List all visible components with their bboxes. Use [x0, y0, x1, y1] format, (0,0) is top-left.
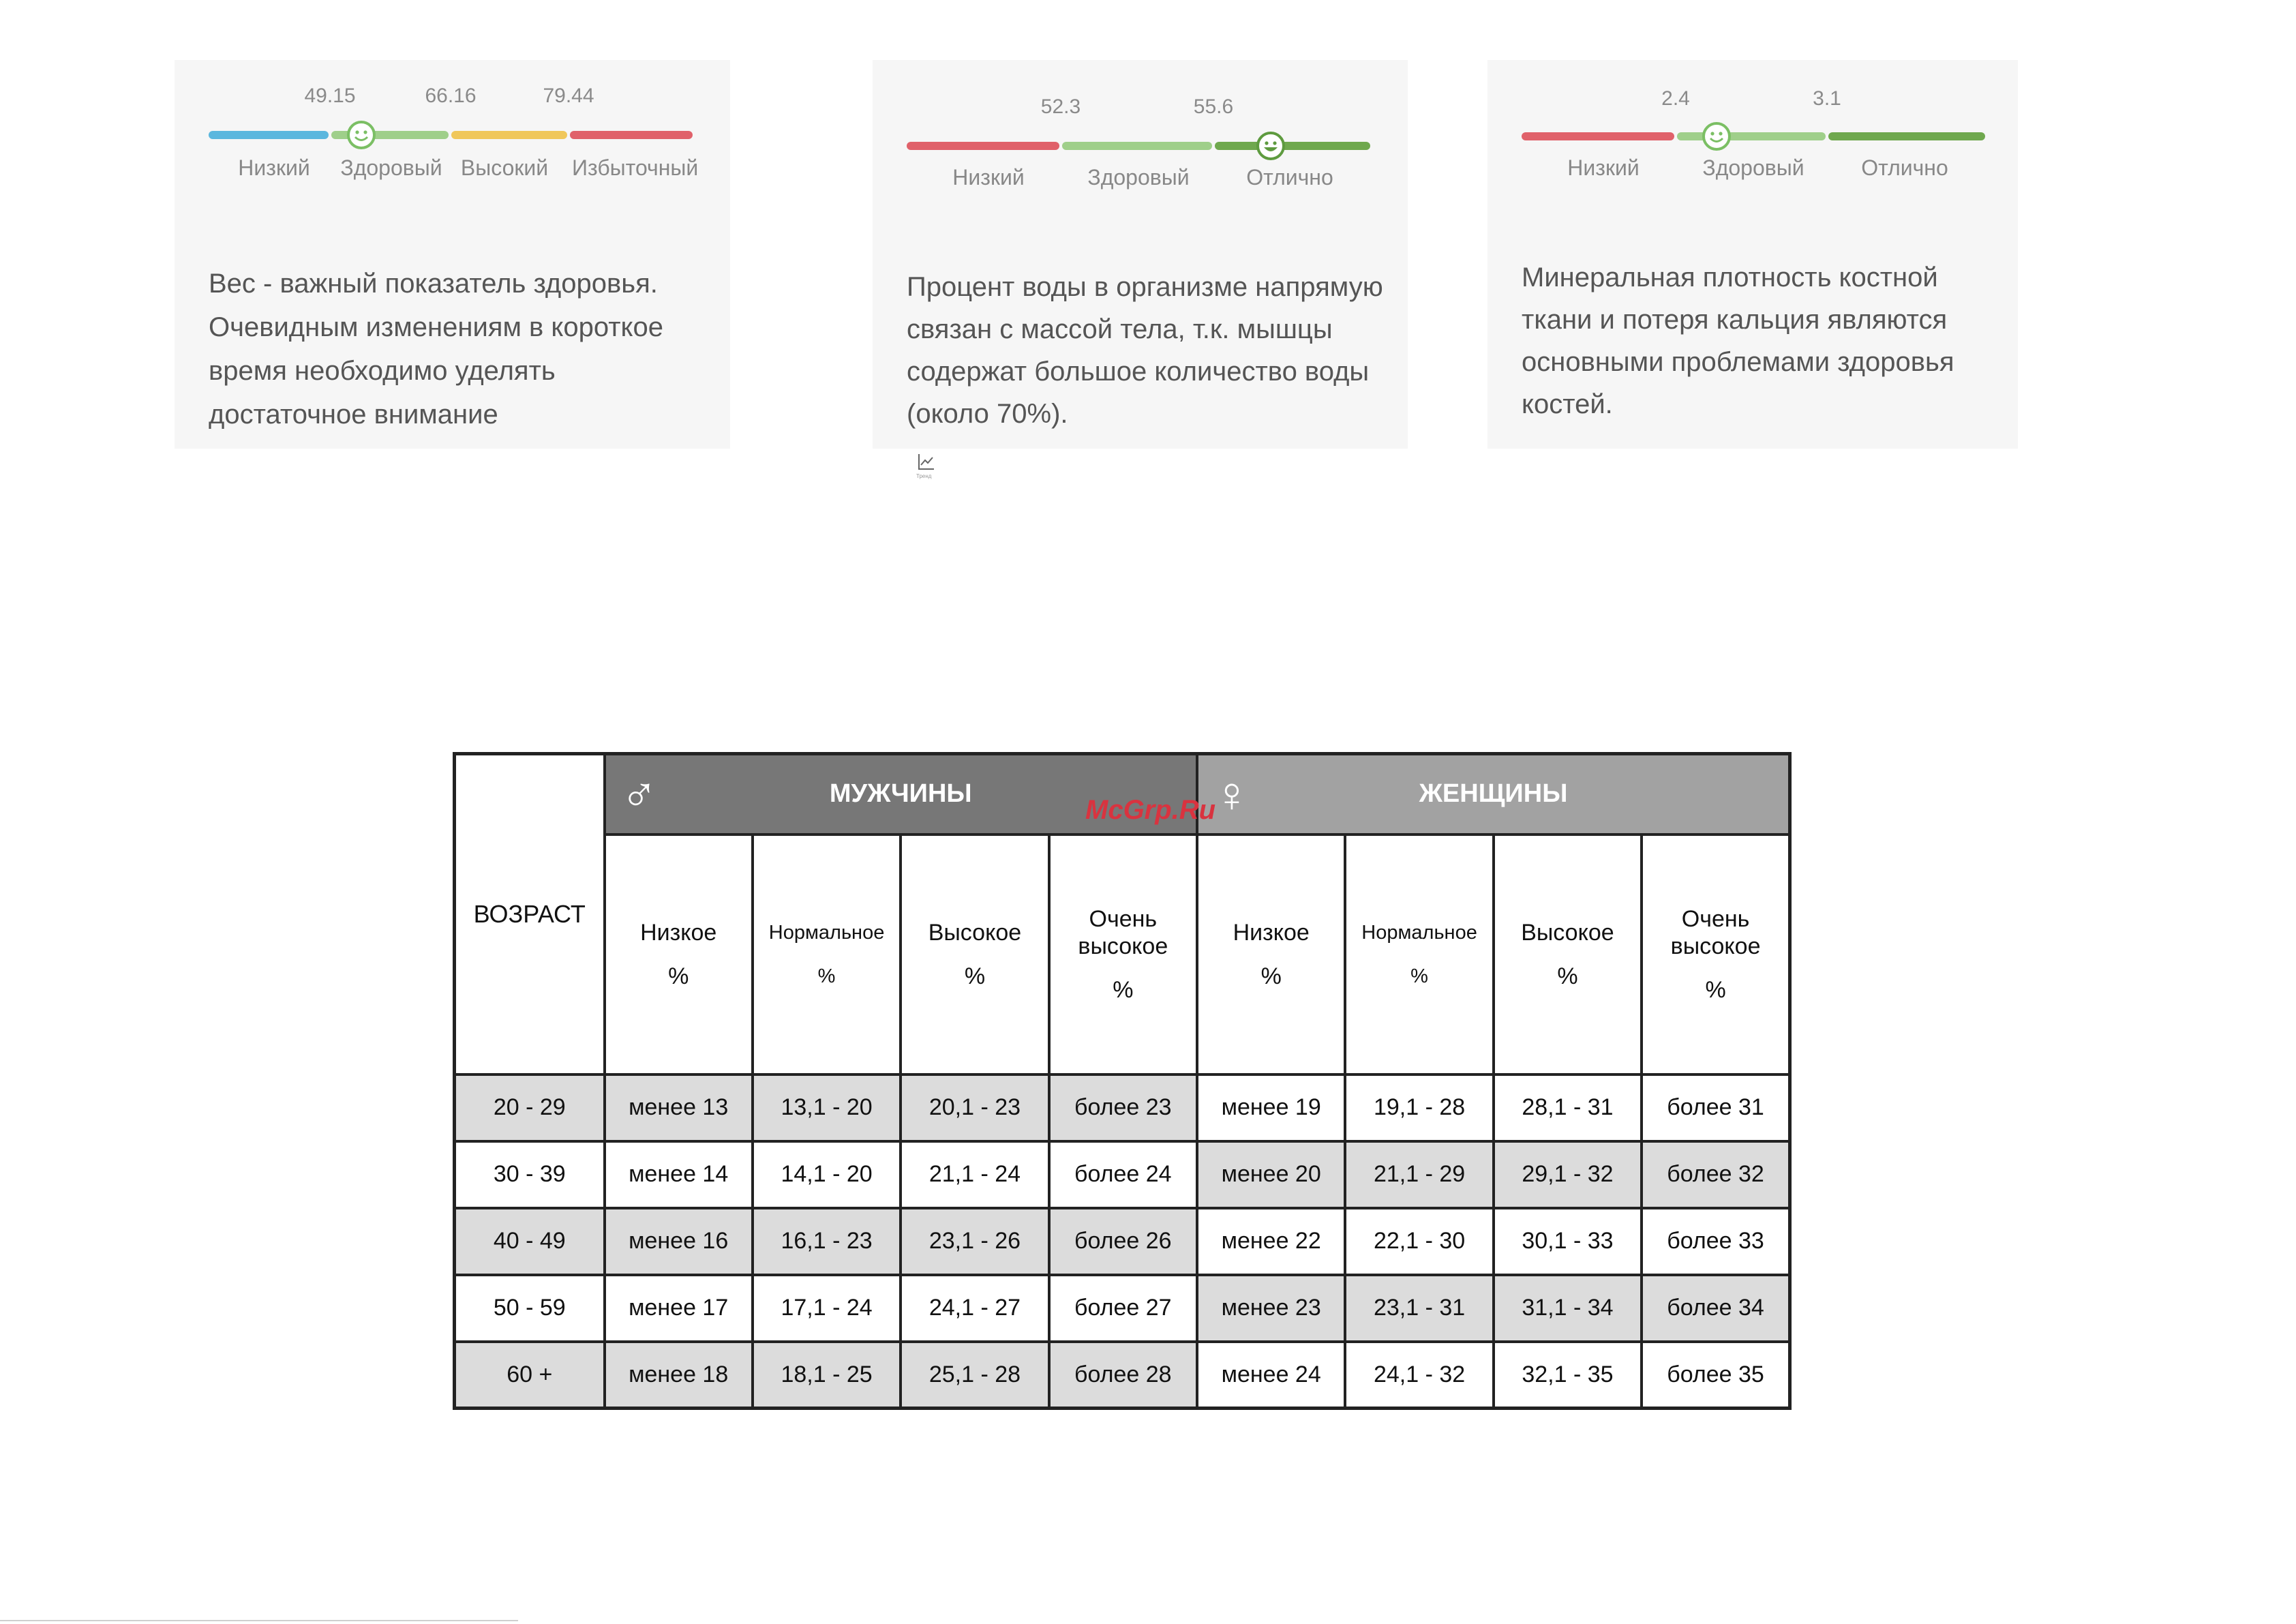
sub-header: Высокое %	[1494, 834, 1642, 1074]
table-row	[455, 1074, 1790, 1141]
smiley-icon	[1702, 121, 1732, 151]
age-cell: 20 - 29	[455, 1074, 605, 1141]
female-symbol-icon: ♀	[1213, 768, 1250, 822]
sub-header: Очень высокое %	[1642, 834, 1789, 1074]
women-value-cell: более 34	[1642, 1275, 1789, 1342]
scale-label: Отлично	[1246, 165, 1333, 190]
scale-label: Высокий	[460, 155, 549, 180]
table-row	[455, 1208, 1790, 1275]
women-header-label: ЖЕНЩИНЫ	[1419, 779, 1568, 809]
threshold-value: 2.4	[1661, 87, 1690, 110]
bone-description: Минеральная плотность костной ткани и потеря кальция являются основными проблемами здоровья костей.	[1522, 262, 1954, 419]
scale-segment-low	[209, 131, 329, 139]
weight-scale	[209, 60, 699, 196]
women-value-cell: менее 19	[1197, 1074, 1345, 1141]
water-description: Процент воды в организме напрямую связан с массой тела, т.к. мышцы содержат большое количество воды (около 70%).	[907, 272, 1383, 429]
sub-header: Низкое %	[1197, 834, 1345, 1074]
men-value-cell: менее 16	[605, 1208, 753, 1275]
women-value-cell: более 31	[1642, 1074, 1789, 1141]
men-value-cell: 14,1 - 20	[753, 1141, 901, 1208]
smiley-icon	[346, 120, 376, 150]
threshold-value: 3.1	[1813, 87, 1841, 110]
men-value-cell: более 26	[1049, 1208, 1197, 1275]
sub-header: Нормальное %	[753, 834, 901, 1074]
women-value-cell: 31,1 - 34	[1494, 1275, 1642, 1342]
scale-segment-low	[1522, 132, 1674, 140]
women-value-cell: менее 20	[1197, 1141, 1345, 1208]
men-value-cell: 23,1 - 26	[901, 1208, 1048, 1275]
men-value-cell: 18,1 - 25	[753, 1342, 901, 1409]
men-value-cell: 20,1 - 23	[901, 1074, 1048, 1141]
women-value-cell: менее 24	[1197, 1342, 1345, 1409]
scale-segment-high	[451, 131, 567, 139]
scale-label: Отлично	[1861, 155, 1948, 180]
scale-label: Низкий	[238, 155, 310, 180]
scale-label: Здоровый	[1087, 165, 1190, 190]
sub-header: Очень высокое %	[1049, 834, 1197, 1074]
women-value-cell: 22,1 - 30	[1345, 1208, 1493, 1275]
sub-header: Нормальное %	[1345, 834, 1493, 1074]
men-value-cell: менее 14	[605, 1141, 753, 1208]
men-value-cell: 16,1 - 23	[753, 1208, 901, 1275]
women-value-cell: 21,1 - 29	[1345, 1141, 1493, 1208]
women-value-cell: 24,1 - 32	[1345, 1342, 1493, 1409]
age-cell: 30 - 39	[455, 1141, 605, 1208]
scale-label: Избыточный	[572, 155, 699, 180]
trend-button[interactable]	[916, 453, 941, 480]
weight-card	[175, 60, 730, 449]
sub-header: Низкое %	[605, 834, 753, 1074]
table-row	[455, 1141, 1790, 1208]
scale-label: Низкий	[1567, 155, 1640, 180]
women-header	[1197, 754, 1790, 834]
men-value-cell: 24,1 - 27	[901, 1275, 1048, 1342]
women-value-cell: 30,1 - 33	[1494, 1208, 1642, 1275]
men-value-cell: менее 13	[605, 1074, 753, 1141]
men-value-cell: менее 18	[605, 1342, 753, 1409]
table-row	[455, 1275, 1790, 1342]
men-value-cell: 17,1 - 24	[753, 1275, 901, 1342]
women-value-cell: 23,1 - 31	[1345, 1275, 1493, 1342]
trend-chart-icon	[916, 453, 935, 472]
age-cell: 40 - 49	[455, 1208, 605, 1275]
threshold-value: 66.16	[425, 85, 477, 107]
water-scale	[907, 60, 1370, 196]
men-header-label: МУЖЧИНЫ	[829, 779, 972, 809]
scale-segment-excess	[570, 131, 693, 139]
men-value-cell: более 28	[1049, 1342, 1197, 1409]
threshold-value: 49.15	[304, 85, 356, 107]
scale-segment-excellent	[1828, 132, 1985, 140]
women-value-cell: более 35	[1642, 1342, 1789, 1409]
women-value-cell: менее 22	[1197, 1208, 1345, 1275]
sub-header: Высокое %	[901, 834, 1048, 1074]
trend-label: Тренд	[916, 473, 932, 479]
water-card	[873, 60, 1408, 449]
age-cell: 50 - 59	[455, 1275, 605, 1342]
women-value-cell: 32,1 - 35	[1494, 1342, 1642, 1409]
weight-description: Вес - важный показатель здоровья. Очевидным изменениям в короткое время необходимо уделять достаточное внимание	[209, 269, 663, 430]
male-symbol-icon: ♂	[620, 768, 658, 822]
women-value-cell: 29,1 - 32	[1494, 1141, 1642, 1208]
table-row	[455, 1342, 1790, 1409]
women-value-cell: менее 23	[1197, 1275, 1345, 1342]
men-value-cell: более 23	[1049, 1074, 1197, 1141]
women-value-cell: более 32	[1642, 1141, 1789, 1208]
watermark: McGrp.Ru	[1085, 795, 1216, 825]
bone-scale	[1522, 60, 1985, 196]
men-value-cell: более 24	[1049, 1141, 1197, 1208]
scale-segment-healthy	[1677, 132, 1826, 140]
men-value-cell: 21,1 - 24	[901, 1141, 1048, 1208]
divider	[0, 1620, 518, 1621]
age-header: ВОЗРАСТ	[455, 754, 605, 1074]
threshold-value: 52.3	[1040, 95, 1081, 118]
scale-label: Здоровый	[1702, 155, 1804, 180]
men-value-cell: 25,1 - 28	[901, 1342, 1048, 1409]
women-value-cell: 28,1 - 31	[1494, 1074, 1642, 1141]
men-value-cell: более 27	[1049, 1275, 1197, 1342]
scale-segment-healthy	[1062, 142, 1212, 150]
threshold-value: 55.6	[1193, 95, 1234, 118]
body-fat-table	[453, 752, 1792, 1410]
threshold-value: 79.44	[543, 85, 594, 107]
smiley-icon	[1256, 131, 1286, 161]
bone-card	[1487, 60, 2018, 449]
age-cell: 60 +	[455, 1342, 605, 1409]
women-value-cell: 19,1 - 28	[1345, 1074, 1493, 1141]
scale-label: Низкий	[952, 165, 1025, 190]
men-value-cell: менее 17	[605, 1275, 753, 1342]
men-value-cell: 13,1 - 20	[753, 1074, 901, 1141]
women-value-cell: более 33	[1642, 1208, 1789, 1275]
scale-segment-low	[907, 142, 1059, 150]
scale-segment-excellent	[1215, 142, 1370, 150]
scale-label: Здоровый	[340, 155, 442, 180]
